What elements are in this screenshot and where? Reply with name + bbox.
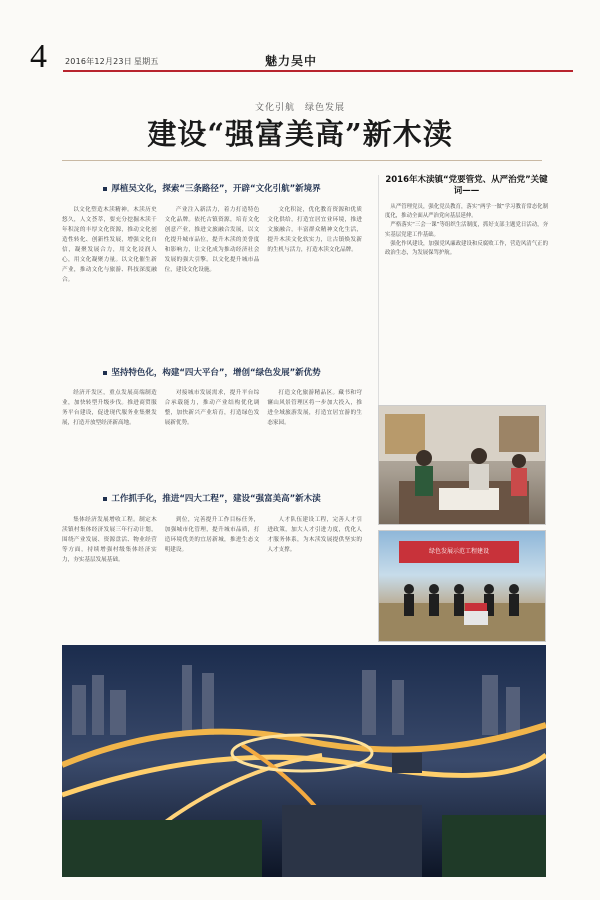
calligraphy-event-photo bbox=[378, 405, 546, 525]
date-text: 2016年12月23日 bbox=[65, 57, 132, 66]
weekday-text: 星期五 bbox=[133, 57, 159, 66]
paragraph: 打造文化旅游精品区。藏书和穹窿山风景管理区将一步加大投入，推进全域旅游发展，打造宜居宜游的生态家园。 bbox=[267, 390, 363, 426]
photo-illustration bbox=[379, 531, 546, 642]
paragraph: 人才队伍建设工程，完善人才引进政策，加大人才引进力度，优化人才服务体系，为木渎发展提供坚实的人才支撑。 bbox=[267, 517, 363, 553]
sidebar-paragraph: 严格落实“三会一课”等组织生活制度，抓好支部主题党日活动，夯实基层党建工作基础。 bbox=[385, 222, 548, 238]
sidebar-title: 2016年木渎镇“党要管党、从严治党”关键词—— bbox=[385, 175, 548, 196]
page-header bbox=[30, 40, 575, 78]
issue-date bbox=[65, 56, 159, 67]
article-3-col-1 bbox=[62, 515, 157, 635]
article-2-col-2 bbox=[165, 388, 260, 478]
article-3-col-3 bbox=[267, 515, 362, 635]
paragraph: 集体经济发展增收工程。制定木渎镇村集体经济发展三年行动计划，围绕产业发展、资源盘活、物业经营等方面，持续增强村级集体经济实力，夯实基层发展基础。 bbox=[62, 517, 157, 563]
city-panorama-photo bbox=[62, 645, 546, 877]
article-2-title: 坚持特色化，构建“四大平台”，增创“绿色发展”新优势 bbox=[62, 366, 362, 378]
sidebar-box bbox=[378, 175, 548, 405]
paragraph: 文化积淀，优化教育资源和优质文化供给，打造宜居宜业环境，推进文旅融合，丰富群众精神文化生活，提升木渎文化软实力，让古镇焕发新的生机与活力，打造木渎文化品牌。 bbox=[267, 207, 363, 253]
article-1-body bbox=[62, 205, 362, 345]
panorama-illustration bbox=[62, 645, 546, 877]
paragraph: 经济开发区，重点发展高端制造业，加快转型升级步伐。推进商贸服务平台建设，促进现代服务业集聚发展，打造开放型经济新高地。 bbox=[62, 390, 157, 426]
article-2-col-3 bbox=[267, 388, 362, 478]
paragraph: 到位，完善提升工作目标任务，加强城市化管理，提升城市品质，打造环境优美的宜居新城，推进生态文明建设。 bbox=[164, 517, 260, 553]
sidebar-body bbox=[385, 203, 548, 258]
article-1-col-2 bbox=[165, 205, 260, 345]
article-2-body bbox=[62, 388, 362, 478]
article-1-title: 厚植吴文化，探索“三条路径”，开辟“文化引航”新境界 bbox=[62, 182, 362, 194]
sidebar-paragraph: 从严管理党员，强化党员教育，落实“两学一做”学习教育常态化制度化，推动全面从严治党向基层延伸。 bbox=[385, 204, 548, 220]
article-3-col-2 bbox=[165, 515, 260, 635]
article-3-body bbox=[62, 515, 362, 635]
ceremony-photo bbox=[378, 530, 546, 642]
page-number: 4 bbox=[30, 38, 47, 75]
paragraph: 产业注入新活力，着力打造特色文化品牌。依托古镇资源，培育文化创意产业，推进文旅融合发展，以文化提升城市品位，提升木渎的美誉度和影响力，让文化成为推动经济社会发展的强大引擎。以文化提升城市品位，建设文化设施。 bbox=[164, 207, 260, 273]
ceremony-banner: 绿色发展示范工程建设 bbox=[399, 541, 519, 563]
article-2-col-1 bbox=[62, 388, 157, 478]
headline-kicker: 文化引航 绿色发展 bbox=[254, 103, 345, 113]
header-rule bbox=[63, 70, 573, 72]
photo-illustration bbox=[379, 406, 546, 525]
sidebar-paragraph: 强化作风建设，加强党风廉政建设和反腐败工作，营造风清气正的政治生态，为发展保驾护航。 bbox=[385, 240, 548, 257]
main-headline: 建设“强富美高”新木渎 bbox=[147, 117, 453, 151]
section-name: 魅力吴中 bbox=[265, 54, 318, 68]
headline-rule bbox=[62, 160, 542, 161]
article-3-title: 工作抓手化，推进“四大工程”，建设“强富美高”新木渎 bbox=[62, 492, 362, 504]
article-1-col-3 bbox=[267, 205, 362, 345]
paragraph: 对接城市发展需求，提升平台综合承载能力，推动产业结构优化调整，加快新兴产业培育，打造绿色发展新优势。 bbox=[164, 390, 260, 426]
paragraph: 以文化塑造木渎精神。木渎历史悠久，人文荟萃，要充分挖掘木渎千年积淀的丰厚文化资源，推动文化创造性转化、创新性发展，增强文化自信，凝聚发展合力，用文化浸润人心，用文化凝聚力量。以文化催生新产业，推动文化与旅游、科技深度融合。 bbox=[62, 207, 157, 283]
article-1-col-1 bbox=[62, 205, 157, 345]
